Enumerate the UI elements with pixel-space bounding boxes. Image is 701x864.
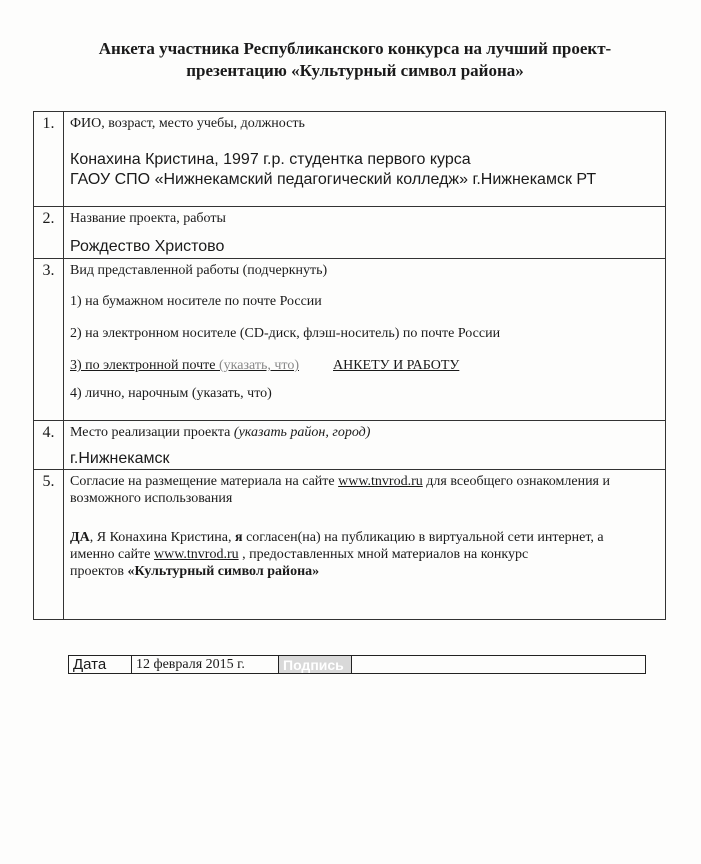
- table-row: [34, 470, 666, 620]
- site-link[interactable]: www.tnvrod.ru: [338, 474, 423, 489]
- row-content: [64, 207, 666, 259]
- row-question-hint: (указать район, город): [233, 425, 371, 440]
- option-4: 4) лично, нарочным (указать, что): [70, 386, 272, 401]
- row-number: 2.: [34, 207, 64, 259]
- row-answer-line2[interactable]: ГАОУ СПО «Нижнекамский педагогический колледж» г.Нижнекамск РТ: [70, 171, 597, 188]
- option-3-text: [70, 358, 459, 373]
- option-3: [70, 357, 659, 374]
- consent-line3: [70, 563, 659, 580]
- table-row: [34, 112, 666, 207]
- signature-field[interactable]: [352, 656, 646, 674]
- row-question-line2: возможного использования: [70, 491, 233, 506]
- form-title: [60, 38, 650, 82]
- consent-line1: [70, 529, 659, 546]
- row-question-text-end: для всеобщего ознакомления и: [422, 474, 610, 489]
- row-question: ФИО, возраст, место учебы, должность: [70, 116, 305, 131]
- form-title-line1: Анкета участника Республиканского конкурса на лучший проект-: [98, 39, 612, 58]
- questionnaire-table: [33, 111, 666, 620]
- consent-line3-pre: проектов: [70, 564, 128, 579]
- consent-yes: ДА: [70, 530, 90, 545]
- table-row: [34, 207, 666, 259]
- option-3-answer[interactable]: АНКЕТУ И РАБОТУ: [333, 358, 460, 373]
- contest-name: «Культурный символ района»: [127, 564, 320, 579]
- option-3-note: (указать, что): [219, 358, 299, 373]
- row-number: 5.: [34, 470, 64, 620]
- row-question-text: Согласие на размещение материала на сайте: [70, 474, 339, 489]
- row-question-line1: [70, 473, 659, 490]
- consent-ya: я: [235, 530, 243, 545]
- table-row: [34, 421, 666, 470]
- row-question-text: Место реализации проекта: [70, 425, 231, 440]
- site-link[interactable]: www.tnvrod.ru: [153, 547, 239, 562]
- row-answer-line1[interactable]: Конахина Кристина, 1997 г.р. студентка первого курса: [70, 151, 471, 168]
- consent-line2: [70, 546, 659, 563]
- row-answer[interactable]: Рождество Христово: [70, 238, 225, 255]
- row-number: 4.: [34, 421, 64, 470]
- row-question: [70, 424, 659, 441]
- option-3-label: 3) по электронной почте: [70, 358, 216, 373]
- signature-table: [68, 655, 646, 674]
- row-question: Название проекта, работы: [70, 211, 226, 226]
- consent-line2-pre: именно сайте: [70, 547, 154, 562]
- row-question: Вид представленной работы (подчеркнуть): [70, 263, 328, 278]
- row-number: 3.: [34, 259, 64, 421]
- row-content: [64, 112, 666, 207]
- row-content: [64, 259, 666, 421]
- signature-row: [69, 656, 646, 674]
- signature-label: Подпись: [279, 656, 352, 674]
- consent-line2-post: , предоставленных мной материалов на конкурс: [238, 547, 529, 562]
- date-label: Дата: [69, 656, 132, 674]
- form-title-line2: презентацию «Культурный символ района»: [186, 61, 524, 80]
- option-1: 1) на бумажном носителе по почте России: [70, 294, 322, 309]
- consent-name: , Я Конахина Кристина,: [89, 530, 235, 545]
- table-row: [34, 259, 666, 421]
- consent-text: согласен(на) на публикацию в виртуальной сети интернет, а: [242, 530, 604, 545]
- row-number: 1.: [34, 112, 64, 207]
- date-field[interactable]: 12 февраля 2015 г.: [132, 656, 279, 674]
- option-2: 2) на электронном носителе (CD-диск, флэш-носитель) по почте России: [70, 326, 501, 341]
- row-content: [64, 470, 666, 620]
- row-content: [64, 421, 666, 470]
- row-answer[interactable]: г.Нижнекамск: [70, 450, 170, 467]
